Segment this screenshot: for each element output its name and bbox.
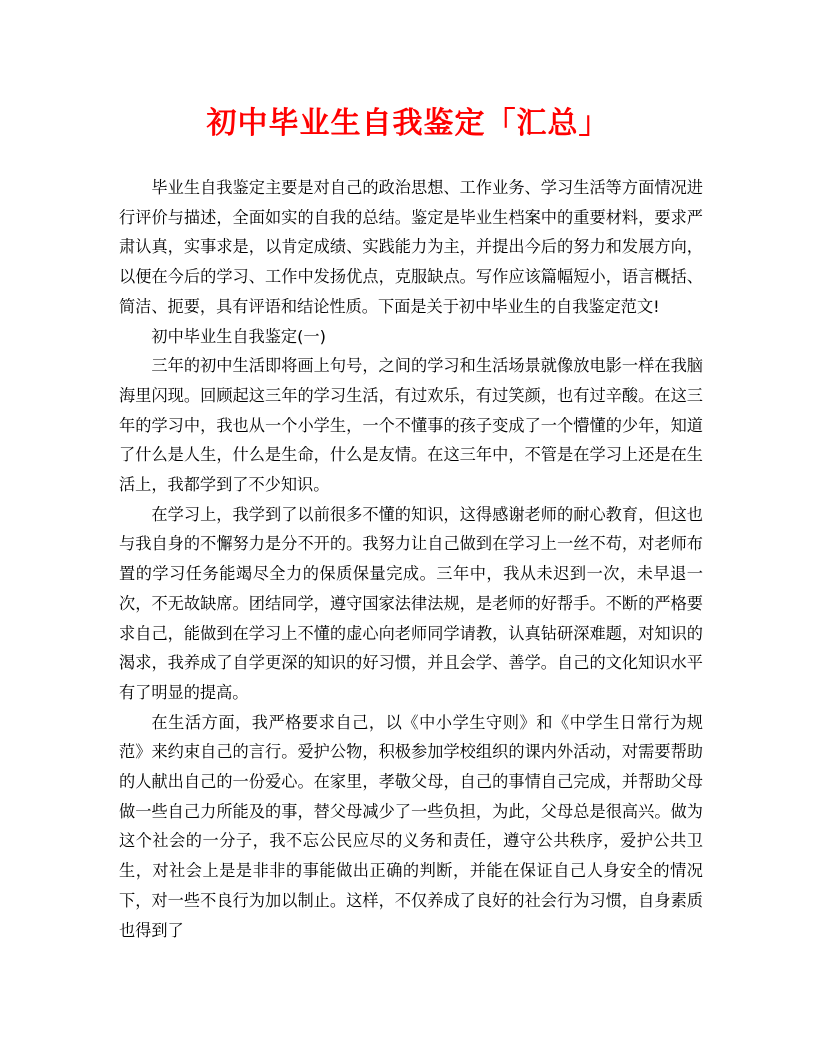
body-paragraph: 在生活方面，我严格要求自己，以《中小学生守则》和《中学生日常行为规范》来约束自己的言行。爱护公物，积极参加学校组织的课内外活动，对需要帮助的人献出自己的一份爱心。在家里，孝敬父母，自己的事情自己完成，并帮助父母做一些自己力所能及的事，替父母减少了一些负担，为此，父母总是很高兴。做为这个社会的一分子，我不忘公民应尽的义务和责任，遵守公共秩序，爱护公共卫生，对社会上是是非非的事能做出正确的判断，并能在保证自己人身安全的情况下，对一些不良行为加以制止。这样，不仅养成了良好的社会行为习惯，自身素质也得到了	[119, 712, 703, 940]
body-paragraph: 三年的初中生活即将画上句号，之间的学习和生活场景就像放电影一样在我脑海里闪现。回顾起这三年的学习生活，有过欢乐，有过笑颜，也有过辛酸。在这三年的学习中，我也从一个小学生，一个不懂事的孩子变成了一个懵懂的少年，知道了什么是人生，什么是生命，什么是友情。在这三年中，不管是在学习上还是在生活上，我都学到了不少知识。	[119, 356, 703, 495]
body-paragraph: 在学习上，我学到了以前很多不懂的知识，这得感谢老师的耐心教育，但这也与我自身的不懈努力是分不开的。我努力让自己做到在学习上一丝不苟，对老师布置的学习任务能竭尽全力的保质保量完成。三年中，我从未迟到一次，未早退一次，不无故缺席。团结同学，遵守国家法律法规，是老师的好帮手。不断的严格要求自己，能做到在学习上不懂的虚心向老师同学请教，认真钻研深难题，对知识的渴求，我养成了自学更深的知识的好习惯，并且会学、善学。自己的文化知识水平有了明显的提高。	[119, 504, 703, 702]
section-heading: 初中毕业生自我鉴定(一)	[151, 326, 326, 346]
document-body	[119, 173, 703, 945]
document-title: 初中毕业生自我鉴定「汇总」	[206, 106, 610, 141]
intro-paragraph: 毕业生自我鉴定主要是对自己的政治思想、工作业务、学习生活等方面情况进行评价与描述，全面如实的自我的总结。鉴定是毕业生档案中的重要材料，要求严肃认真，实事求是，以肯定成绩、实践能力为主，并提出今后的努力和发展方向，以便在今后的学习、工作中发扬优点，克服缺点。写作应该篇幅短小，语言概括、简洁、扼要，具有评语和结论性质。下面是关于初中毕业生的自我鉴定范文!	[119, 178, 703, 316]
